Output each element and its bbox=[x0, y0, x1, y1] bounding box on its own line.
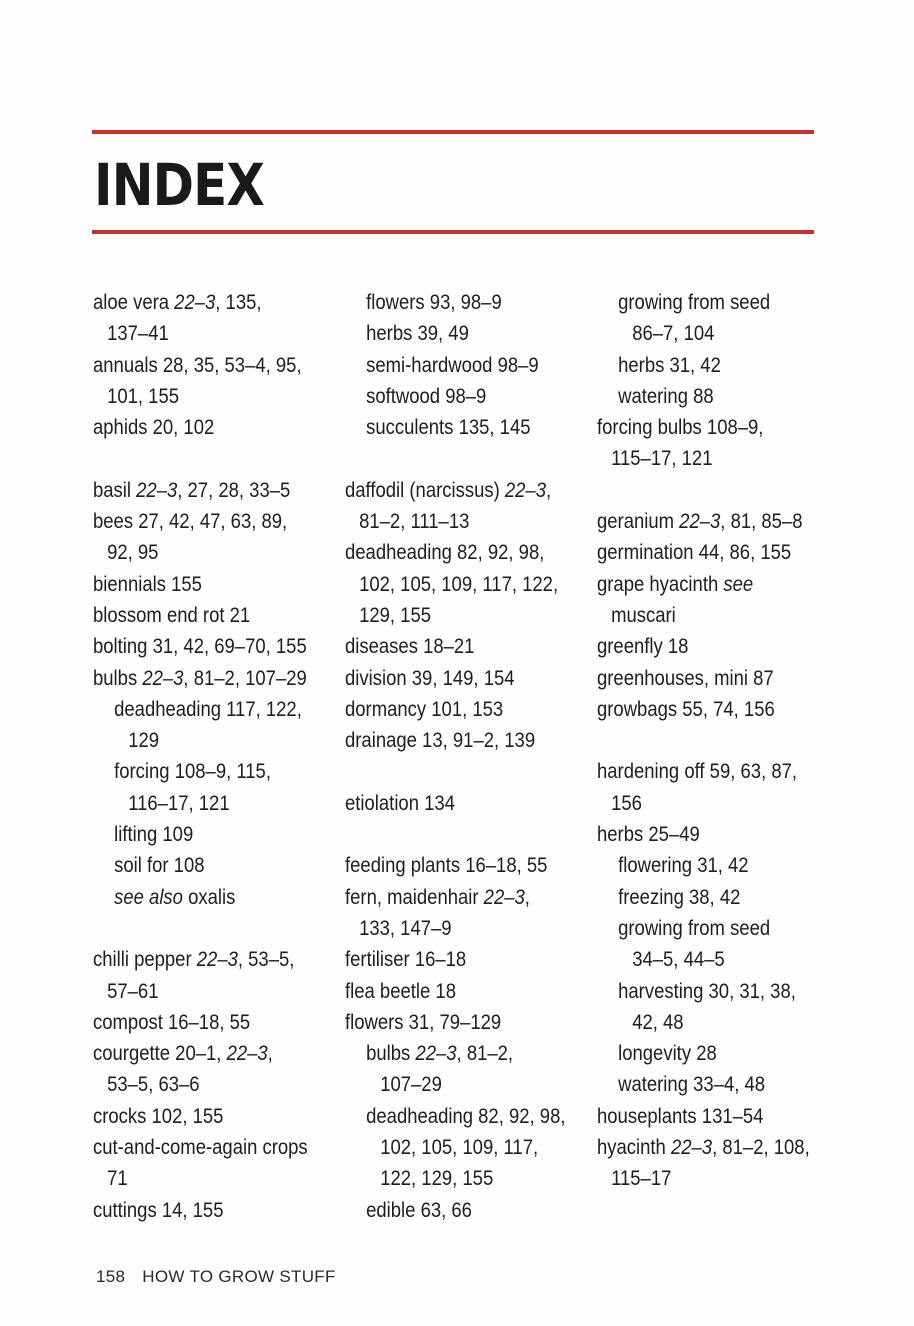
index-entry bbox=[597, 1163, 817, 1194]
index-entry bbox=[597, 694, 817, 725]
italic-text: 22–3 bbox=[415, 1042, 457, 1066]
index-subentry bbox=[93, 850, 326, 881]
entry-text: growbags 55, 74, 156 bbox=[597, 697, 775, 721]
index-entry bbox=[345, 537, 578, 568]
index-subentry bbox=[597, 1038, 817, 1069]
index-entry bbox=[93, 350, 326, 381]
entry-text: courgette 20–1, bbox=[93, 1042, 227, 1066]
entry-text: drainage 13, 91–2, 139 bbox=[345, 729, 536, 753]
entry-text: 156 bbox=[611, 791, 642, 815]
entry-group-gap bbox=[345, 443, 578, 474]
index-subentry bbox=[345, 1069, 578, 1100]
index-subentry bbox=[597, 287, 817, 318]
entry-text: lifting 109 bbox=[114, 823, 194, 847]
entry-text: oxalis bbox=[182, 885, 236, 909]
entry-text: deadheading 82, 92, 98, bbox=[366, 1104, 566, 1128]
index-subentry bbox=[597, 913, 817, 944]
index-subentry bbox=[345, 318, 578, 349]
entry-text: herbs 31, 42 bbox=[618, 353, 721, 377]
index-entry bbox=[93, 600, 326, 631]
index-entry bbox=[597, 412, 817, 443]
index-subentry bbox=[597, 381, 817, 412]
entry-text: bulbs bbox=[93, 666, 143, 690]
index-entry bbox=[597, 600, 817, 631]
entry-text: 71 bbox=[107, 1167, 128, 1191]
entry-text: 129 bbox=[128, 729, 160, 753]
index-subentry bbox=[345, 1038, 578, 1069]
entry-text: edible 63, 66 bbox=[366, 1198, 472, 1222]
italic-text: 22–3 bbox=[196, 948, 238, 972]
entry-text: deadheading 117, 122, bbox=[114, 697, 302, 721]
entry-text: compost 16–18, 55 bbox=[93, 1010, 251, 1034]
index-entry bbox=[93, 944, 326, 975]
entry-text: flowers 31, 79–129 bbox=[345, 1010, 502, 1034]
index-entry bbox=[345, 694, 578, 725]
entry-text: 122, 129, 155 bbox=[380, 1167, 494, 1191]
entry-text: 107–29 bbox=[380, 1073, 442, 1097]
entry-text: succulents 135, 145 bbox=[366, 416, 531, 440]
book-title: HOW TO GROW STUFF bbox=[142, 1267, 336, 1286]
entry-text: , bbox=[546, 478, 552, 502]
index-entry bbox=[93, 381, 326, 412]
entry-text: forcing bulbs 108–9, bbox=[597, 416, 764, 440]
entry-text: 42, 48 bbox=[632, 1010, 684, 1034]
entry-text: , 27, 28, 33–5 bbox=[177, 478, 291, 502]
entry-text: etiolation 134 bbox=[345, 791, 455, 815]
index-entry bbox=[345, 850, 578, 881]
index-entry bbox=[597, 788, 817, 819]
entry-text: houseplants 131–54 bbox=[597, 1104, 764, 1128]
index-subentry bbox=[345, 287, 578, 318]
entry-text: blossom end rot 21 bbox=[93, 603, 251, 627]
entry-group-gap bbox=[93, 913, 326, 944]
entry-text: 57–61 bbox=[107, 979, 159, 1003]
index-entry bbox=[93, 1069, 326, 1100]
index-column-2 bbox=[345, 287, 578, 1226]
index-entry bbox=[345, 663, 578, 694]
index-entry bbox=[93, 976, 326, 1007]
entry-text: flowers 93, 98–9 bbox=[366, 291, 502, 314]
index-entry bbox=[345, 506, 578, 537]
entry-text: germination 44, 86, 155 bbox=[597, 541, 792, 565]
italic-text: 22–3 bbox=[226, 1042, 268, 1066]
index-entry bbox=[597, 569, 817, 600]
entry-text: grape hyacinth bbox=[597, 572, 724, 596]
index-entry bbox=[93, 631, 326, 662]
entry-text: cuttings 14, 155 bbox=[93, 1198, 224, 1222]
index-entry bbox=[93, 569, 326, 600]
entry-text: division 39, 149, 154 bbox=[345, 666, 515, 690]
index-subentry bbox=[345, 1101, 578, 1132]
index-entry bbox=[597, 443, 817, 474]
entry-text: , 135, bbox=[215, 291, 262, 314]
entry-text: , 53–5, bbox=[237, 948, 295, 972]
index-entry bbox=[93, 506, 326, 537]
index-subentry bbox=[345, 350, 578, 381]
entry-text: freezing 38, 42 bbox=[618, 885, 741, 909]
entry-text: dormancy 101, 153 bbox=[345, 697, 504, 721]
index-entry bbox=[597, 756, 817, 787]
index-subentry bbox=[93, 725, 326, 756]
index-subentry bbox=[597, 1069, 817, 1100]
entry-text: harvesting 30, 31, 38, bbox=[618, 979, 796, 1003]
entry-text: annuals 28, 35, 53–4, 95, bbox=[93, 353, 302, 377]
entry-text: muscari bbox=[611, 603, 676, 627]
title-top-rule bbox=[92, 130, 814, 134]
index-subentry bbox=[597, 318, 817, 349]
italic-text: 22–3 bbox=[136, 478, 178, 502]
index-entry bbox=[597, 1101, 817, 1132]
entry-group-gap bbox=[597, 725, 817, 756]
entry-text: softwood 98–9 bbox=[366, 384, 487, 408]
entry-text: 129, 155 bbox=[359, 603, 432, 627]
index-subentry bbox=[597, 1007, 817, 1038]
index-subentry bbox=[345, 1132, 578, 1163]
entry-text: 133, 147–9 bbox=[359, 916, 452, 940]
entry-text: , 81–2, bbox=[456, 1042, 514, 1066]
index-entry bbox=[345, 569, 578, 600]
italic-text: 22–3 bbox=[504, 478, 547, 502]
index-entry bbox=[597, 506, 817, 537]
entry-text: 115–17, 121 bbox=[611, 447, 713, 471]
entry-text: bees 27, 42, 47, 63, 89, bbox=[93, 510, 288, 534]
entry-text: greenfly 18 bbox=[597, 635, 689, 659]
index-entry bbox=[345, 913, 578, 944]
entry-text: aphids 20, 102 bbox=[93, 416, 215, 440]
index-entry bbox=[345, 788, 578, 819]
entry-text: 137–41 bbox=[107, 322, 169, 346]
index-subentry bbox=[597, 882, 817, 913]
entry-text: , 81, 85–8 bbox=[720, 510, 803, 534]
entry-group-gap bbox=[93, 443, 326, 474]
italic-text: 22–3 bbox=[142, 666, 184, 690]
entry-text: chilli pepper bbox=[93, 948, 197, 972]
entry-text: longevity 28 bbox=[618, 1042, 717, 1066]
index-subentry bbox=[345, 1163, 578, 1194]
index-entry bbox=[345, 631, 578, 662]
italic-text: 22–3 bbox=[483, 885, 525, 909]
entry-text: 53–5, 63–6 bbox=[107, 1073, 200, 1097]
entry-group-gap bbox=[597, 475, 817, 506]
entry-text: biennials 155 bbox=[93, 572, 202, 596]
index-entry bbox=[345, 944, 578, 975]
entry-text: basil bbox=[93, 478, 137, 502]
entry-text: bolting 31, 42, 69–70, 155 bbox=[93, 635, 307, 659]
index-entry bbox=[93, 318, 326, 349]
index-subentry bbox=[93, 819, 326, 850]
index-column-1 bbox=[93, 287, 326, 1226]
index-entry bbox=[93, 663, 326, 694]
entry-text: growing from seed bbox=[618, 916, 771, 940]
entry-text: forcing 108–9, 115, bbox=[114, 760, 271, 784]
entry-text: herbs 25–49 bbox=[597, 823, 700, 847]
entry-text: 81–2, 111–13 bbox=[359, 510, 470, 534]
index-entry bbox=[93, 1195, 326, 1226]
entry-group-gap bbox=[345, 756, 578, 787]
index-entry bbox=[93, 1132, 326, 1163]
italic-text: 22–3 bbox=[670, 1136, 713, 1160]
entry-text: feeding plants 16–18, 55 bbox=[345, 854, 548, 878]
entry-text: fertiliser 16–18 bbox=[345, 948, 467, 972]
entry-text: , bbox=[267, 1042, 273, 1066]
index-subentry bbox=[345, 412, 578, 443]
entry-text: 101, 155 bbox=[107, 384, 180, 408]
entry-text: , bbox=[524, 885, 530, 909]
entry-text: growing from seed bbox=[618, 291, 771, 314]
entry-text: 102, 105, 109, 117, bbox=[380, 1136, 539, 1160]
italic-text: 22–3 bbox=[174, 291, 216, 314]
entry-text: 115–17 bbox=[611, 1167, 672, 1191]
entry-text: crocks 102, 155 bbox=[93, 1104, 224, 1128]
index-entry bbox=[597, 663, 817, 694]
entry-text: watering 33–4, 48 bbox=[618, 1073, 766, 1097]
index-subentry bbox=[597, 944, 817, 975]
index-entry bbox=[345, 600, 578, 631]
entry-text: 34–5, 44–5 bbox=[632, 948, 725, 972]
entry-text: aloe vera bbox=[93, 291, 175, 314]
index-entry bbox=[345, 1007, 578, 1038]
entry-text: watering 88 bbox=[618, 384, 714, 408]
index-entry bbox=[93, 1163, 326, 1194]
index-subentry bbox=[93, 788, 326, 819]
index-entry bbox=[93, 537, 326, 568]
entry-text: deadheading 82, 92, 98, bbox=[345, 541, 545, 565]
index-entry bbox=[93, 475, 326, 506]
index-subentry bbox=[345, 1195, 578, 1226]
index-entry bbox=[597, 537, 817, 568]
index-subentry bbox=[597, 850, 817, 881]
entry-text: hardening off 59, 63, 87, bbox=[597, 760, 798, 784]
index-entry bbox=[93, 1101, 326, 1132]
italic-text: see bbox=[723, 572, 754, 596]
index-subentry bbox=[345, 381, 578, 412]
index-entry bbox=[345, 475, 578, 506]
entry-text: hyacinth bbox=[597, 1136, 671, 1160]
entry-text: geranium bbox=[597, 510, 680, 534]
entry-text: 86–7, 104 bbox=[632, 322, 715, 346]
index-subentry bbox=[597, 350, 817, 381]
entry-text: bulbs bbox=[366, 1042, 416, 1066]
index-entry bbox=[345, 882, 578, 913]
index-subentry bbox=[93, 882, 326, 913]
page-number: 158 bbox=[96, 1267, 126, 1286]
entry-group-gap bbox=[345, 819, 578, 850]
entry-text: cut-and-come-again crops bbox=[93, 1136, 308, 1160]
index-entry bbox=[93, 1007, 326, 1038]
italic-text: see also bbox=[114, 885, 183, 909]
index-entry bbox=[93, 412, 326, 443]
entry-text: herbs 39, 49 bbox=[366, 322, 469, 346]
entry-text: 116–17, 121 bbox=[128, 791, 230, 815]
entry-text: 92, 95 bbox=[107, 541, 159, 565]
index-entry bbox=[597, 1132, 817, 1163]
index-entry bbox=[93, 1038, 326, 1069]
index-entry bbox=[93, 287, 326, 318]
entry-text: daffodil (narcissus) bbox=[345, 478, 505, 502]
entry-text: soil for 108 bbox=[114, 854, 205, 878]
index-entry bbox=[597, 819, 817, 850]
entry-text: semi-hardwood 98–9 bbox=[366, 353, 539, 377]
entry-text: flea beetle 18 bbox=[345, 979, 456, 1003]
entry-text: fern, maidenhair bbox=[345, 885, 484, 909]
title-bottom-rule bbox=[92, 230, 814, 234]
italic-text: 22–3 bbox=[679, 510, 721, 534]
entry-text: 102, 105, 109, 117, 122, bbox=[359, 572, 559, 596]
page-footer bbox=[96, 1266, 336, 1288]
index-subentry bbox=[93, 694, 326, 725]
entry-text: flowering 31, 42 bbox=[618, 854, 749, 878]
entry-text: greenhouses, mini 87 bbox=[597, 666, 774, 690]
entry-text: , 81–2, 108, bbox=[712, 1136, 810, 1160]
index-column-3 bbox=[597, 287, 817, 1195]
index-entry bbox=[345, 725, 578, 756]
index-entry bbox=[345, 976, 578, 1007]
index-subentry bbox=[597, 976, 817, 1007]
page-title: INDEX bbox=[94, 151, 264, 219]
index-subentry bbox=[93, 756, 326, 787]
index-entry bbox=[597, 631, 817, 662]
entry-text: , 81–2, 107–29 bbox=[183, 666, 307, 690]
entry-text: diseases 18–21 bbox=[345, 635, 475, 659]
